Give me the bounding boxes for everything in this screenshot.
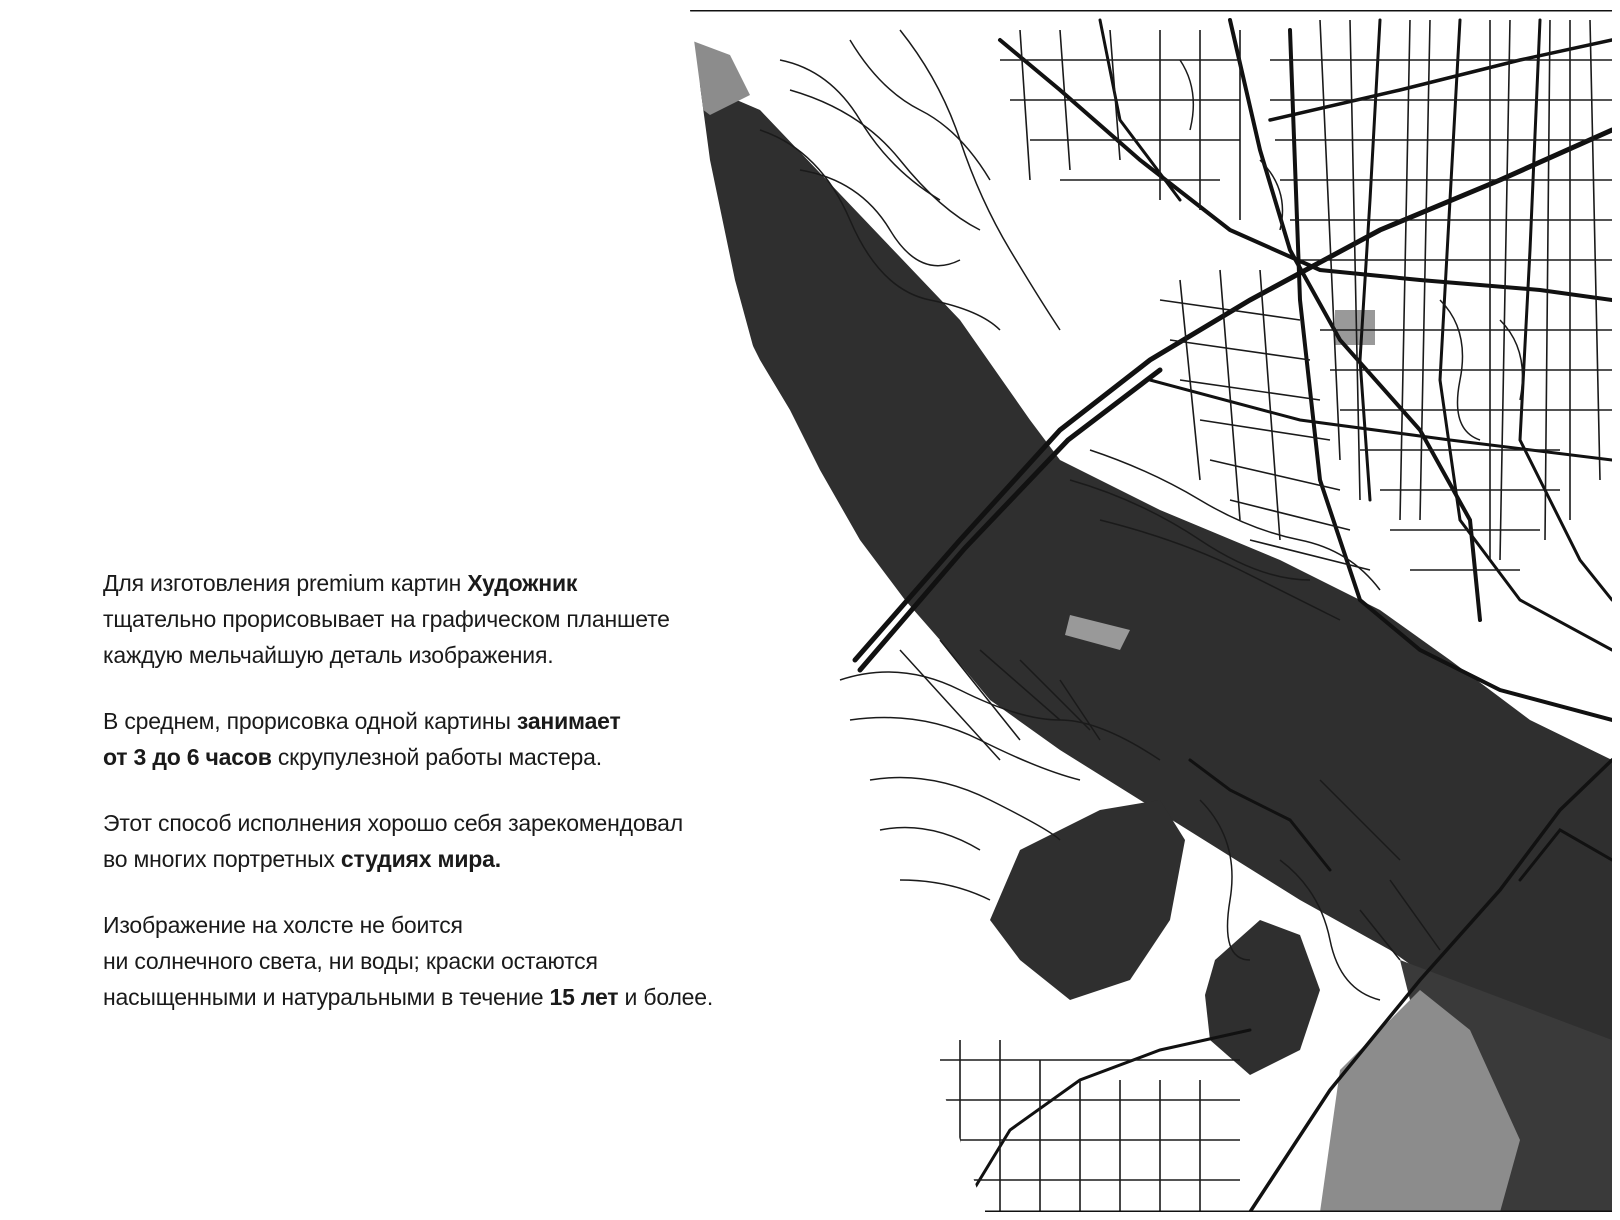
text-line: [103, 703, 763, 739]
text-line: ни солнечного света, ни воды; краски остаются: [103, 948, 598, 974]
text-line: тщательно прорисовывает на графическом планшете: [103, 606, 670, 632]
text-line: Этот способ исполнения хорошо себя зарекомендовал: [103, 810, 683, 836]
description-text: [103, 565, 763, 1045]
highlight-years: 15 лет: [549, 984, 619, 1010]
text-line: [103, 841, 763, 877]
paragraph-durability: [103, 907, 763, 1015]
text-span: Для изготовления premium картин: [103, 570, 468, 596]
highlight-studios: студиях мира.: [340, 846, 501, 872]
text-line: [103, 565, 763, 601]
highlight-takes: занимает: [516, 708, 621, 734]
text-span: во многих портретных: [103, 846, 341, 872]
text-span: скрупулезной работы мастера.: [271, 744, 602, 770]
highlight-hours: от 3 до 6 часов: [103, 744, 272, 770]
text-line: [103, 739, 763, 775]
text-span: и более.: [618, 984, 714, 1010]
text-span: В среднем, прорисовка одной картины: [103, 708, 517, 734]
paragraph-duration: [103, 703, 763, 775]
text-line: Изображение на холсте не боится: [103, 912, 463, 938]
text-line: каждую мельчайшую деталь изображения.: [103, 642, 554, 668]
highlight-artist: Художник: [467, 570, 578, 596]
text-span: насыщенными и натуральными в течение: [103, 984, 550, 1010]
text-line: [103, 979, 763, 1015]
paragraph-studios: [103, 805, 763, 877]
paragraph-premium: [103, 565, 763, 673]
